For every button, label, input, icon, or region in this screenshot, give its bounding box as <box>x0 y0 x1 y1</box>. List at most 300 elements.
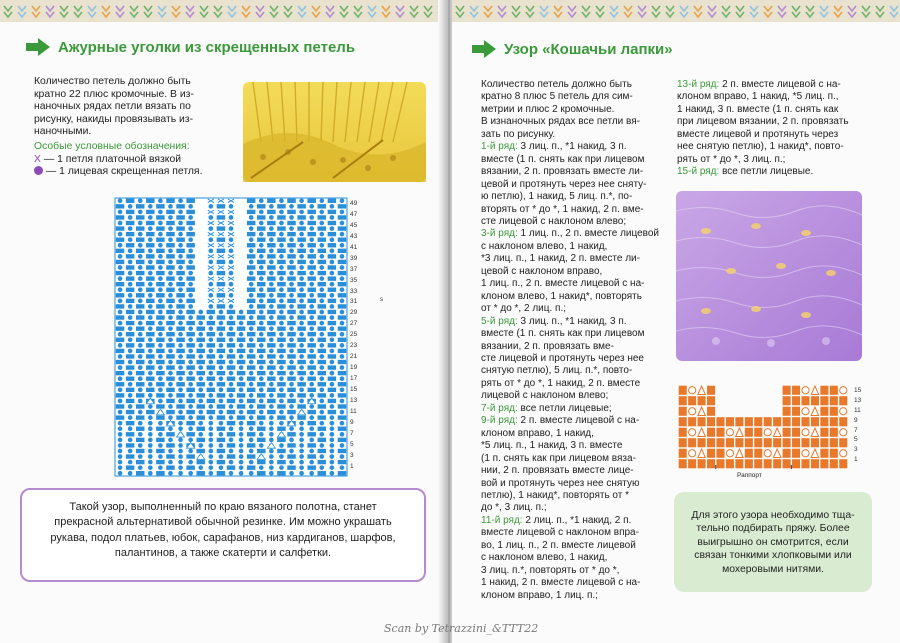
yarn-over-mark <box>726 429 733 436</box>
knit-cell <box>217 404 225 408</box>
row-text: рять от * до *, 1 накид, 2 п. вместе <box>481 377 641 389</box>
crossed-knit-dot <box>178 438 183 443</box>
knit-cell <box>783 396 791 405</box>
crossed-knit-dot <box>178 299 183 304</box>
knit-cell <box>186 299 194 303</box>
knit-cell <box>257 338 265 342</box>
crossed-knit-dot <box>249 426 254 431</box>
yarn-over-mark <box>840 387 847 394</box>
crossed-knit-dot <box>239 310 244 315</box>
crossed-knit-dot <box>178 243 183 248</box>
crossed-knit-dot <box>309 360 314 365</box>
knit-cell <box>136 338 144 342</box>
crossed-knit-dot <box>128 426 133 431</box>
knit-cell <box>247 332 255 336</box>
crossed-knit-dot <box>299 421 304 426</box>
crossed-knit-dot <box>299 243 304 248</box>
crossed-knit-dot <box>289 382 294 387</box>
knit-cell <box>136 204 144 208</box>
crossed-knit-dot <box>208 360 213 365</box>
knit-cell <box>166 443 174 447</box>
yellow-knit-photo <box>243 82 426 182</box>
instruction-line <box>677 116 877 128</box>
knit-cell <box>136 226 144 230</box>
knit-cell <box>166 365 174 369</box>
knit-cell <box>318 304 326 308</box>
knit-cell <box>156 293 164 297</box>
knit-cell <box>297 293 305 297</box>
crossed-knit-dot <box>138 399 143 404</box>
knit-cell <box>217 449 225 453</box>
right-note-box <box>674 492 872 592</box>
crossed-knit-dot <box>229 293 234 298</box>
crossed-knit-dot <box>138 332 143 337</box>
crossed-knit-dot <box>319 276 324 281</box>
crossed-knit-dot <box>229 382 234 387</box>
crossed-knit-dot <box>158 243 163 248</box>
knit-cell <box>338 382 346 386</box>
knit-cell <box>156 382 164 386</box>
crossed-knit-dot <box>289 226 294 231</box>
crossed-knit-dot <box>118 438 123 443</box>
knit-cell <box>156 315 164 319</box>
row-number: 27 <box>350 320 358 328</box>
knit-cell <box>126 365 134 369</box>
knit-cell <box>318 371 326 375</box>
yarn-over-mark <box>726 450 733 457</box>
crossed-knit-dot <box>178 221 183 226</box>
right-row-numbers <box>854 386 861 465</box>
knit-cell <box>176 349 184 353</box>
crossed-knit-dot <box>289 293 294 298</box>
crossed-knit-dot <box>239 343 244 348</box>
crossed-knit-dot <box>158 365 163 370</box>
row-text: до *, 3 лиц. п.; <box>481 502 547 514</box>
knit-cell <box>318 471 326 475</box>
knit-cell <box>227 410 235 414</box>
crossed-knit-dot <box>309 382 314 387</box>
crossed-knit-dot <box>148 382 153 387</box>
crossed-knit-dot <box>148 371 153 376</box>
knit-cell <box>257 460 265 464</box>
crossed-knit-dot <box>319 299 324 304</box>
chart-caption: Раппорт <box>737 472 762 479</box>
crossed-knit-dot <box>229 204 234 209</box>
crossed-knit-dot <box>188 337 193 342</box>
decrease-mark <box>736 428 743 437</box>
note-line: прекрасной альтернативой обычной резинке. Им можно украшать <box>54 516 392 529</box>
knit-cell <box>247 377 255 381</box>
crossed-knit-dot <box>219 332 224 337</box>
knit-cell <box>773 459 781 468</box>
knit-cell <box>277 382 285 386</box>
knit-cell <box>126 265 134 269</box>
note-line: рукава, подол платьев, юбок, сарафанов, низ кардиганов, шарфов, <box>50 531 396 544</box>
crossed-knit-dot <box>168 371 173 376</box>
knit-cell <box>287 243 295 247</box>
crossed-knit-dot <box>178 460 183 465</box>
instruction-line <box>481 365 679 377</box>
crossed-knit-dot <box>158 399 163 404</box>
knit-cell <box>307 299 315 303</box>
knit-cell <box>820 449 828 458</box>
knit-cell <box>783 386 791 395</box>
crossed-knit-dot <box>168 260 173 265</box>
crossed-knit-dot <box>208 248 213 253</box>
crossed-knit-dot <box>118 343 123 348</box>
knit-cell <box>207 388 215 392</box>
crossed-knit-dot <box>239 438 244 443</box>
knit-cell <box>116 349 124 353</box>
instruction-line <box>677 91 877 103</box>
knit-cell <box>297 304 305 308</box>
knit-cell <box>328 354 336 358</box>
left-row-numbers <box>350 199 357 472</box>
knit-cell <box>166 354 174 358</box>
knit-cell <box>726 438 734 447</box>
knit-cell <box>754 428 762 437</box>
crossed-knit-dot <box>299 471 304 476</box>
knit-cell <box>257 371 265 375</box>
knit-cell <box>820 396 828 405</box>
crossed-knit-dot <box>269 415 274 420</box>
crossed-knit-dot <box>148 226 153 231</box>
crossed-knit-dot <box>219 454 224 459</box>
knit-cell <box>156 238 164 242</box>
knit-cell <box>146 221 154 225</box>
knit-cell <box>754 459 762 468</box>
instruction-line <box>481 440 679 452</box>
crossed-knit-dot <box>178 210 183 215</box>
knit-cell <box>707 407 715 416</box>
knit-cell <box>217 271 225 275</box>
crossed-knit-dot <box>188 415 193 420</box>
knit-cell <box>136 471 144 475</box>
knit-cell <box>307 377 315 381</box>
crossed-knit-dot <box>148 465 153 470</box>
crossed-knit-dot <box>279 332 284 337</box>
crossed-knit-dot <box>340 254 345 259</box>
crossed-knit-dot <box>269 454 274 459</box>
crossed-knit-dot <box>148 237 153 242</box>
knit-cell <box>207 332 215 336</box>
knit-cell <box>338 438 346 442</box>
crossed-knit-dot <box>188 471 193 476</box>
knit-cell <box>136 460 144 464</box>
crossed-knit-dot <box>138 310 143 315</box>
knit-cell <box>707 438 715 447</box>
legend-title: Особые условные обозначения: <box>34 140 190 152</box>
crossed-knit-dot <box>138 321 143 326</box>
knit-cell <box>217 471 225 475</box>
knit-cell <box>196 326 204 330</box>
crossed-knit-dot <box>330 471 335 476</box>
crossed-knit-dot <box>158 376 163 381</box>
knit-cell <box>267 299 275 303</box>
crossed-knit-dot <box>289 215 294 220</box>
crossed-knit-dot <box>299 426 304 431</box>
crossed-knit-dot <box>138 354 143 359</box>
knit-cell <box>146 243 154 247</box>
crossed-knit-dot <box>259 410 264 415</box>
knit-cell <box>830 449 838 458</box>
knit-cell <box>338 471 346 475</box>
crossed-knit-dot <box>289 393 294 398</box>
intro-line: рисунку, накиды провязывать из- <box>34 113 194 125</box>
crossed-knit-dot <box>198 465 203 470</box>
knit-cell <box>186 221 194 225</box>
crossed-knit-dot <box>330 304 335 309</box>
row-number: 1 <box>350 462 354 470</box>
knit-cell <box>227 454 235 458</box>
crossed-knit-dot <box>269 326 274 331</box>
crossed-knit-dot <box>279 454 284 459</box>
crossed-knit-dot <box>198 421 203 426</box>
knit-cell <box>754 449 762 458</box>
knit-cell <box>207 410 215 414</box>
crossed-knit-dot <box>299 210 304 215</box>
instruction-line <box>481 253 679 265</box>
instruction-line <box>481 465 679 477</box>
knit-cell <box>166 210 174 214</box>
knit-cell <box>207 321 215 325</box>
crossed-knit-dot <box>158 354 163 359</box>
knit-cell <box>745 417 753 426</box>
knit-cell <box>318 460 326 464</box>
knit-cell <box>146 254 154 258</box>
crossed-knit-dot <box>259 332 264 337</box>
right-knitting-chart <box>678 385 848 469</box>
crossed-knit-dot <box>279 321 284 326</box>
knit-cell <box>217 260 225 264</box>
crossed-knit-dot <box>269 382 274 387</box>
crossed-knit-dot <box>158 254 163 259</box>
crossed-knit-dot <box>158 232 163 237</box>
crossed-knit-dot <box>319 254 324 259</box>
knit-cell <box>328 343 336 347</box>
crossed-knit-dot <box>138 443 143 448</box>
crossed-knit-dot <box>279 243 284 248</box>
crossed-knit-dot <box>340 210 345 215</box>
knit-cell <box>287 388 295 392</box>
knit-cell <box>792 386 800 395</box>
crossed-knit-dot <box>128 337 133 342</box>
crossed-knit-dot <box>259 387 264 392</box>
row-number: 5 <box>854 436 858 444</box>
knit-cell <box>176 315 184 319</box>
row-text: цевой и протянуть через нее сняту- <box>481 178 647 190</box>
knit-cell <box>257 427 265 431</box>
knit-cell <box>247 221 255 225</box>
knit-cell <box>176 215 184 219</box>
knit-cell <box>166 377 174 381</box>
crossed-knit-dot <box>158 387 163 392</box>
crossed-knit-dot <box>239 321 244 326</box>
knit-cell <box>196 315 204 319</box>
knit-cell <box>186 321 194 325</box>
crossed-knit-dot <box>178 332 183 337</box>
knit-cell <box>773 438 781 447</box>
crossed-knit-dot <box>239 443 244 448</box>
knit-cell <box>156 338 164 342</box>
crossed-knit-dot <box>340 354 345 359</box>
knit-cell <box>297 371 305 375</box>
knit-cell <box>287 276 295 280</box>
crossed-knit-dot <box>208 393 213 398</box>
row-text: метрии и плюс 2 кромочные. <box>481 103 615 115</box>
knit-cell <box>707 386 715 395</box>
knit-cell <box>257 260 265 264</box>
instruction-line <box>481 341 679 353</box>
crossed-knit-dot <box>289 337 294 342</box>
knit-cell <box>839 417 847 426</box>
crossed-knit-dot <box>309 460 314 465</box>
knit-cell <box>839 438 847 447</box>
knit-cell <box>217 360 225 364</box>
knit-cell <box>338 293 346 297</box>
crossed-knit-dot <box>239 421 244 426</box>
knit-cell <box>726 417 734 426</box>
crossed-knit-dot <box>319 232 324 237</box>
row-number: 47 <box>350 210 358 218</box>
knit-cell <box>338 315 346 319</box>
crossed-knit-dot <box>299 365 304 370</box>
crossed-knit-dot <box>118 460 123 465</box>
knit-cell <box>307 410 315 414</box>
row-text: с наклоном влево, 1 накид, <box>481 240 608 252</box>
knit-cell <box>166 343 174 347</box>
crossed-knit-dot <box>319 410 324 415</box>
crossed-knit-dot <box>219 410 224 415</box>
knit-cell <box>318 260 326 264</box>
crossed-knit-dot <box>208 404 213 409</box>
intro-line: наночными. <box>34 126 92 138</box>
knit-cell <box>830 417 838 426</box>
knit-cell <box>328 210 336 214</box>
knit-cell <box>257 249 265 253</box>
crossed-knit-dot <box>239 449 244 454</box>
knit-cell <box>247 243 255 247</box>
crossed-knit-dot <box>128 460 133 465</box>
crossed-knit-dot <box>299 354 304 359</box>
knit-cell <box>217 293 225 297</box>
row-number: 45 <box>350 221 358 229</box>
knit-cell <box>328 388 336 392</box>
crossed-knit-dot <box>188 371 193 376</box>
knit-cell <box>801 438 809 447</box>
crossed-knit-dot <box>309 415 314 420</box>
knit-cell <box>328 310 336 314</box>
crossed-knit-dot <box>138 221 143 226</box>
knit-cell <box>679 407 687 416</box>
crossed-knit-dot <box>259 276 264 281</box>
knit-cell <box>307 265 315 269</box>
knit-cell <box>277 271 285 275</box>
crossed-knit-dot <box>219 387 224 392</box>
knit-cell <box>146 354 154 358</box>
knit-cell <box>328 399 336 403</box>
instruction-line <box>677 79 877 91</box>
crossed-knit-dot <box>279 299 284 304</box>
row-heading: 13-й ряд: <box>677 79 720 90</box>
knit-cell <box>207 343 215 347</box>
instruction-line <box>677 129 877 141</box>
knit-cell <box>307 354 315 358</box>
crossed-knit-dot <box>158 465 163 470</box>
knit-cell <box>830 386 838 395</box>
intro-line: Количество петель должно быть <box>34 76 191 87</box>
knit-cell <box>307 232 315 236</box>
knit-cell <box>338 226 346 230</box>
crossed-knit-dot <box>229 371 234 376</box>
crossed-knit-dot <box>229 237 234 242</box>
knit-cell <box>257 438 265 442</box>
knit-cell <box>277 404 285 408</box>
knit-cell <box>307 454 315 458</box>
crossed-knit-dot <box>239 365 244 370</box>
knit-cell <box>136 260 144 264</box>
row-number: 11 <box>854 406 861 414</box>
knit-cell <box>186 243 194 247</box>
crossed-knit-dot <box>229 271 234 276</box>
crossed-knit-dot <box>208 304 213 309</box>
crossed-knit-dot <box>239 454 244 459</box>
crossed-knit-dot <box>340 310 345 315</box>
knit-cell <box>307 465 315 469</box>
left-knitting-chart <box>115 198 347 476</box>
knit-cell <box>754 438 762 447</box>
knit-cell <box>156 393 164 397</box>
crossed-knit-dot <box>309 248 314 253</box>
crossed-knit-dot <box>118 321 123 326</box>
knit-cell <box>307 276 315 280</box>
crossed-knit-dot <box>128 438 133 443</box>
knit-cell <box>287 254 295 258</box>
crossed-knit-dot <box>208 382 213 387</box>
knit-cell <box>247 321 255 325</box>
knit-cell <box>176 204 184 208</box>
crossed-knit-dot <box>229 260 234 265</box>
knit-cell <box>247 288 255 292</box>
crossed-knit-dot <box>148 315 153 320</box>
crossed-knit-dot <box>279 465 284 470</box>
crossed-knit-dot <box>118 421 123 426</box>
knit-cell <box>116 271 124 275</box>
crossed-knit-dot <box>219 365 224 370</box>
crossed-knit-dot <box>330 293 335 298</box>
knit-cell <box>328 243 336 247</box>
crossed-knit-dot <box>188 315 193 320</box>
row-text: клоном вправо, 1 накид, <box>481 427 594 439</box>
knit-cell <box>745 459 753 468</box>
knit-cell <box>146 321 154 325</box>
instruction-line <box>677 166 877 178</box>
knit-cell <box>830 396 838 405</box>
row-text: при лицевом вязании, 2 п. провязать <box>677 116 849 128</box>
row-number: 33 <box>350 287 358 295</box>
knit-cell <box>764 459 772 468</box>
crossed-knit-dot <box>249 404 254 409</box>
knit-cell <box>707 459 715 468</box>
row-text: клоном влево, 1 накид*, повторять <box>481 290 642 302</box>
crossed-knit-dot <box>269 438 274 443</box>
knit-cell <box>688 396 696 405</box>
knit-cell <box>166 332 174 336</box>
knit-cell <box>277 204 285 208</box>
knit-cell <box>698 396 706 405</box>
crossed-knit-dot <box>299 438 304 443</box>
crossed-knit-dot <box>319 354 324 359</box>
